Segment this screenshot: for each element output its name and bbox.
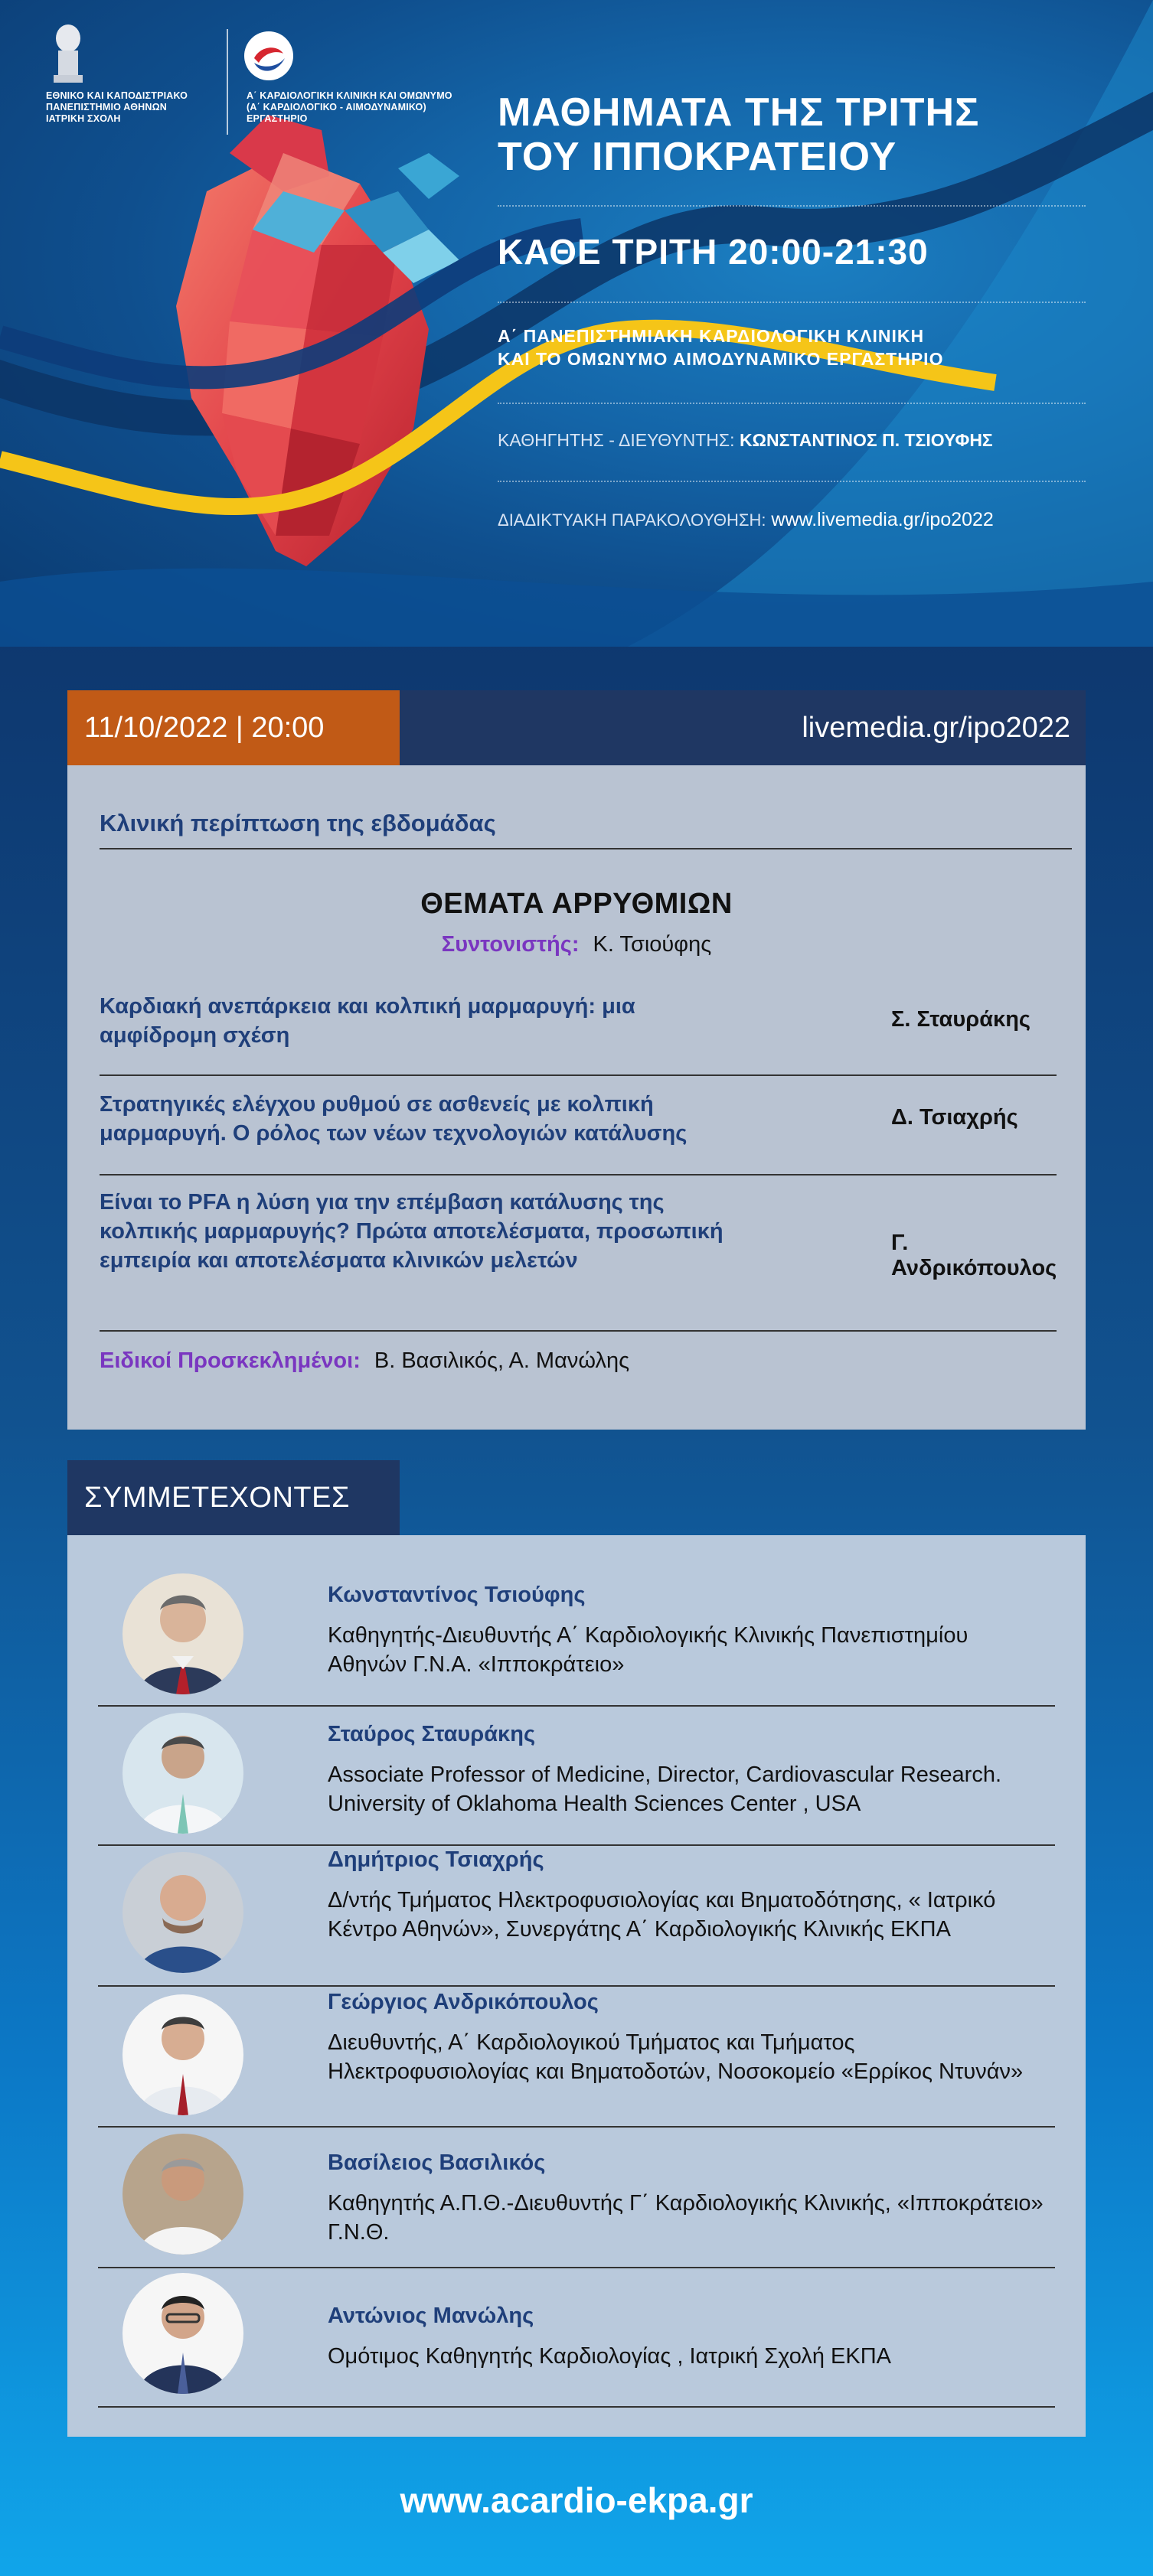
series-title xyxy=(498,90,979,179)
participant-name: Γεώργιος Ανδρικόπουλος xyxy=(328,1990,599,2014)
avatar xyxy=(122,2273,243,2394)
series-title-line1: ΜΑΘΗΜΑΤΑ ΤΗΣ ΤΡΙΤΗΣ xyxy=(498,90,980,135)
schedule-text: ΚΑΘΕ ΤΡΙΤΗ 20:00-21:30 xyxy=(498,232,929,272)
professor-line xyxy=(498,430,993,451)
coordinator-name: Κ. Τσιούφης xyxy=(593,932,712,957)
divider xyxy=(98,2126,1055,2128)
coordinator-label: Συντονιστής: xyxy=(441,932,580,957)
university-name: ΕΘΝΙΚΟ ΚΑΙ ΚΑΠΟΔΙΣΤΡΙΑΚΟ ΠΑΝΕΠΙΣΤΗΜΙΟ ΑΘΗΝΩΝ ΙΑΤΡΙΚΗ ΣΧΟΛΗ xyxy=(46,90,188,124)
university-emblem-icon xyxy=(47,21,89,86)
section-title: ΘΕΜΑΤΑ ΑΡΡΥΘΜΙΩΝ xyxy=(420,888,733,920)
series-title-line2: ΤΟΥ ΙΠΠΟΚΡΑΤΕΙΟΥ xyxy=(498,135,897,179)
talk-title: Καρδιακή ανεπάρκεια και κολπική μαρμαρυγή: μια αμφίδρομη σχέση xyxy=(100,994,635,1048)
participant-role: Καθηγητής-Διευθυντής Α΄ Καρδιολογικής Κλινικής Πανεπιστημίου Αθηνών Γ.Ν.Α. «Ιπποκράτειο» xyxy=(328,1623,968,1677)
participant-role: Καθηγητής Α.Π.Θ.-Διευθυντής Γ΄ Καρδιολογικής Κλινικής, «Ιπποκράτειο» Γ.Ν.Θ. xyxy=(328,2191,1044,2245)
organizer-line1: Α΄ ΠΑΝΕΠΙΣΤΗΜΙΑΚΗ ΚΑΡΔΙΟΛΟΓΙΚΗ ΚΛΙΝΙΚΗ xyxy=(498,326,925,346)
program-panel xyxy=(67,765,1086,1430)
talk-speaker: Σ. Σταυράκης xyxy=(891,1007,1031,1032)
avatar xyxy=(122,1852,243,1973)
participant-name: Βασίλειος Βασιλικός xyxy=(328,2150,546,2175)
hero-divider xyxy=(498,205,1086,207)
divider xyxy=(98,1705,1055,1707)
divider xyxy=(98,2267,1055,2268)
participant-name: Σταύρος Σταυράκης xyxy=(328,1722,536,1746)
organizer-text xyxy=(498,324,943,370)
logo-divider xyxy=(227,29,228,135)
coordinator-line xyxy=(67,932,1086,957)
participant-role: Ομότιμος Καθηγητής Καρδιολογίας , Ιατρική Σχολή ΕΚΠΑ xyxy=(328,2344,891,2369)
avatar xyxy=(122,1573,243,1694)
talk-title: Είναι το PFA η λύση για την επέμβαση κατάλυσης της κολπικής μαρμαρυγής? Πρώτα αποτελέσματα, προσωπική εμπειρία και αποτελέσματα κλινικών μελετών xyxy=(100,1190,723,1273)
participant-name: Αντώνιος Μανώλης xyxy=(328,2304,534,2328)
livestream-label: ΔΙΑΔΙΚΤΥΑΚΗ ΠΑΡΑΚΟΛΟΥΘΗΣΗ: xyxy=(498,510,766,530)
organizer-line2: ΚΑΙ ΤΟ ΟΜΩΝΥΜΟ ΑΙΜΟΔΥΝΑΜΙΚΟ ΕΡΓΑΣΤΗΡΙΟ xyxy=(498,349,944,369)
invited-guests-label: Ειδικοί Προσκεκλημένοι: xyxy=(100,1348,361,1373)
livestream-line xyxy=(498,509,994,531)
invited-guests-names: Β. Βασιλικός, Α. Μανώλης xyxy=(374,1348,630,1373)
divider xyxy=(100,848,1072,849)
divider xyxy=(100,1174,1057,1176)
participant-role: Διευθυντής, Α΄ Καρδιολογικού Τμήματος και Τμήματος Ηλεκτροφυσιολογίας και Βηματοδοτών, Νοσοκομείο «Ερρίκος Ντυνάν» xyxy=(328,2030,1024,2084)
case-of-week-title: Κλινική περίπτωση της εβδομάδας xyxy=(100,810,496,836)
talk-speaker: Δ. Τσιαχρής xyxy=(891,1105,1018,1130)
professor-name: ΚΩΝΣΤΑΝΤΙΝΟΣ Π. ΤΣΙΟΥΦΗΣ xyxy=(739,430,993,450)
website-link[interactable]: www.acardio-ekpa.gr xyxy=(400,2480,753,2520)
talk-speaker: Γ. Ανδρικόπουλος xyxy=(891,1231,1057,1280)
session-datetime: 11/10/2022 | 20:00 xyxy=(67,690,400,765)
hero-divider xyxy=(498,302,1086,303)
talk-title: Στρατηγικές ελέγχου ρυθμού σε ασθενείς με κολπική μαρμαρυγή. Ο ρόλος των νέων τεχνολογιών κατάλυσης xyxy=(100,1092,688,1146)
participant-role: Δ/ντής Τμήματος Ηλεκτροφυσιολογίας και Βηματοδότησης, « Ιατρικό Κέντρο Αθηνών», Συνεργάτης Α΄ Καρδιολογικής Κλινικής ΕΚΠΑ xyxy=(328,1888,996,1942)
hero-divider xyxy=(498,403,1086,404)
avatar xyxy=(122,1994,243,2115)
livestream-link[interactable]: www.livemedia.gr/ipo2022 xyxy=(771,509,994,530)
session-url-link[interactable]: livemedia.gr/ipo2022 xyxy=(802,711,1070,744)
invited-guests-line xyxy=(100,1348,629,1374)
participant-name: Κωνσταντίνος Τσιούφης xyxy=(328,1583,586,1607)
participant-name: Δημήτριος Τσιαχρής xyxy=(328,1847,544,1872)
divider xyxy=(98,1844,1055,1846)
clinic-name: Α΄ ΚΑΡΔΙΟΛΟΓΙΚΗ ΚΛΙΝΙΚΗ ΚΑΙ ΟΜΩΝΥΜΟ (Α΄ ΚΑΡΔΙΟΛΟΓΙΚΟ - ΑΙΜΟΔΥΝΑΜΙΚΟ) ΕΡΓΑΣΤΗΡΙΟ xyxy=(247,90,452,124)
professor-label: ΚΑΘΗΓΗΤΗΣ - ΔΙΕΥΘΥΝΤΗΣ: xyxy=(498,430,735,450)
divider xyxy=(98,1985,1055,1987)
participants-heading: ΣΥΜΜΕΤΕΧΟΝΤΕΣ xyxy=(67,1460,400,1535)
session-header-bar xyxy=(67,690,1086,765)
avatar xyxy=(122,2134,243,2255)
participants-panel xyxy=(67,1535,1086,2437)
clinic-logo-icon xyxy=(243,31,294,81)
hero-divider xyxy=(498,481,1086,482)
avatar xyxy=(122,1713,243,1834)
hero-banner xyxy=(0,0,1153,647)
divider xyxy=(100,1330,1057,1332)
divider xyxy=(98,2406,1055,2408)
participant-role: Associate Professor of Medicine, Director, Cardiovascular Research. University of Oklahoma Health Sciences Center , USA xyxy=(328,1762,1002,1816)
divider xyxy=(100,1074,1057,1076)
